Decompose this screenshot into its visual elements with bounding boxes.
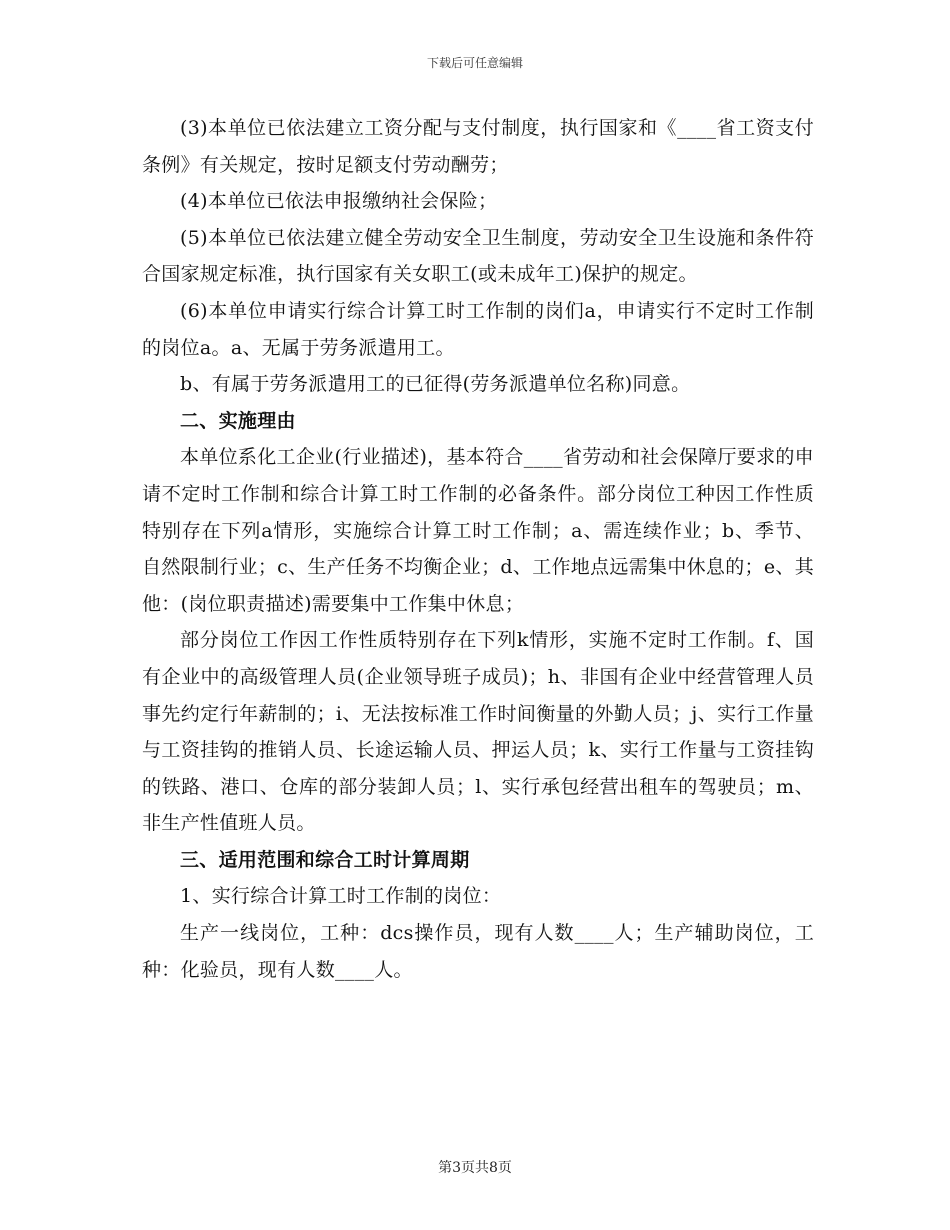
section-heading-scope: 三、适用范围和综合工时计算周期 — [180, 848, 470, 871]
paragraph-reasons-flexible: 部分岗位工作因工作性质特别存在下列k情形，实施不定时工作制。f、国有企业中的高级管理人员(企业领导班子成员)；h、非国有企业中经营管理人员事先约定行年薪制的；i、无法按标准工作时间衡量的外勤人员；j、实行工作量与工资挂钩的推销人员、长途运输人员、押运人员；k、实行工作量与工资挂钩的铁路、港口、仓库的部分装卸人员；l、实行承包经营出租车的驾驶员；m、非生产性值班人员。 — [142, 629, 814, 835]
page-footer-number: 第3页共8页 — [438, 1160, 512, 1176]
paragraph-item-b: b、有属于劳务派遣用工的已征得(劳务派遣单位名称)同意。 — [180, 373, 691, 396]
paragraph-reasons-comprehensive: 本单位系化工企业(行业描述)，基本符合____省劳动和社会保障厅要求的申请不定时工作制和综合计算工时工作制的必备条件。部分岗位工种因工作性质特别存在下列a情形，实施综合计算工时工作制；a、需连续作业；b、季节、自然限制行业；c、生产任务不均衡企业；d、工作地点远需集中休息的；e、其他：(岗位职责描述)需要集中工作集中休息； — [142, 446, 814, 615]
page-header-note: 下载后可任意编辑 — [426, 56, 523, 70]
paragraph-scope-positions: 生产一线岗位，工种：dcs操作员，现有人数____人；生产辅助岗位，工种：化验员，现有人数____人。 — [142, 922, 814, 981]
document-body — [142, 110, 814, 988]
section-heading-reasons: 二、实施理由 — [180, 409, 296, 432]
paragraph-item-4: (4)本单位已依法申报缴纳社会保险； — [180, 190, 498, 213]
paragraph-scope-1: 1、实行综合计算工时工作制的岗位： — [180, 885, 502, 908]
paragraph-item-6: (6)本单位申请实行综合计算工时工作制的岗们a，申请实行不定时工作制的岗位a。a、无属于劳务派遣用工。 — [142, 299, 814, 359]
paragraph-item-3: (3)本单位已依法建立工资分配与支付制度，执行国家和《____省工资支付条例》有关规定，按时足额支付劳动酬劳； — [142, 117, 814, 176]
paragraph-item-5: (5)本单位已依法建立健全劳动安全卫生制度，劳动安全卫生设施和条件符合国家规定标准，执行国家有关女职工(或未成年工)保护的规定。 — [142, 226, 814, 286]
